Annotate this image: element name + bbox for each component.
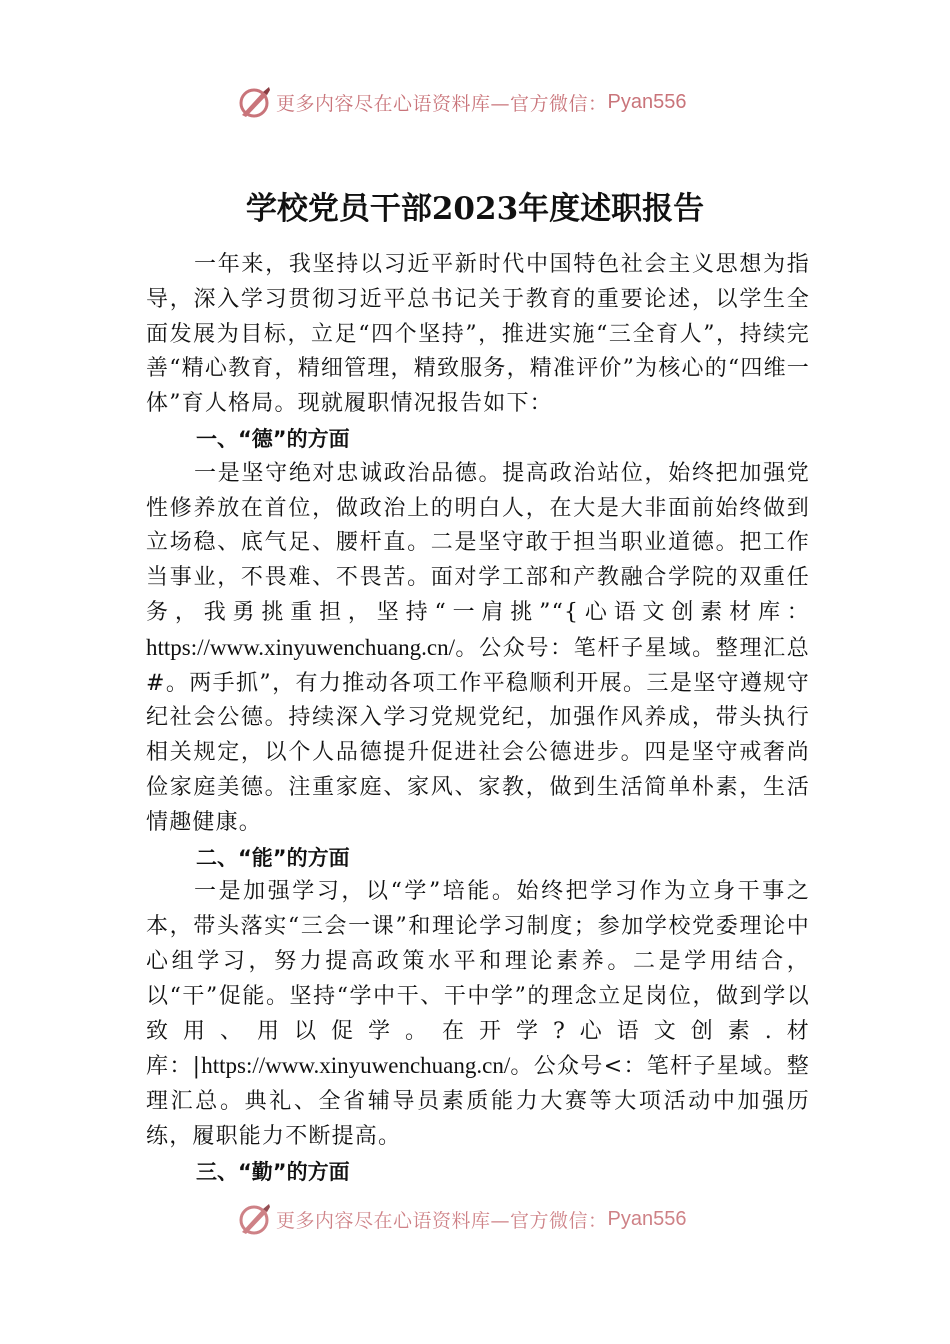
page-title: 学校党员干部2023年度述职报告	[245, 191, 705, 227]
pen-logo-icon	[236, 84, 272, 120]
virtue-paragraph	[146, 457, 810, 841]
ability-text-a: 一是加强学习，以“学”培能。始终把学习作为立身干事之本，带头落实“三会一课”和理论学习制度；参加学校党委理论中心组学习，努力提高政策水平和理论素养。二是学用结合，以“干”促能。坚持“学中干、干中学”的理念立足岗位，做到学以致用、用以促学。在开学?心语文创素.材库：|	[146, 879, 810, 1080]
section-heading-diligence: 三、“勤”的方面	[196, 1159, 350, 1184]
watermark-code: Pyan556	[607, 90, 687, 113]
watermark-text: 更多内容尽在心语资料库—官方微信：	[276, 92, 608, 115]
section-heading-virtue: 一、“德”的方面	[196, 426, 350, 451]
ability-text-b: 。公众号<：笔杆子星域。整理汇总。典礼、全省辅导员素质能力大赛等大项活动中加强历练，履职能力不断提高。	[146, 1054, 810, 1149]
ability-url: https://www.xinyuwenchuang.cn/	[201, 1053, 511, 1079]
watermark-text: 更多内容尽在心语资料库—官方微信：	[276, 1209, 608, 1232]
virtue-text-a: 一是坚守绝对忠诚政治品德。提高政治站位，始终把加强党性修养放在首位，做政治上的明白人，在大是大非面前始终做到立场稳、底气足、腰杆直。二是坚守敢于担当职业道德。把工作当事业，不畏难、不畏苦。面对学工部和产教融合学院的双重任务，我勇挑重担，坚持“一肩挑”“{心语文创素材库：	[146, 460, 810, 625]
watermark-code: Pyan556	[607, 1207, 687, 1230]
watermark-header	[236, 84, 686, 120]
pen-logo-icon	[236, 1203, 272, 1235]
watermark-footer	[236, 1203, 686, 1235]
section-heading-ability: 二、“能”的方面	[196, 845, 350, 870]
virtue-text-b: 。公众号：笔杆子星域。整理汇总#。两手抓”，有力推动各项工作平稳顺利开展。三是坚守遵规守纪社会公德。持续深入学习党规党纪，加强作风养成，带头执行相关规定，以个人品德提升促进社会公德进步。四是坚守戒奢尚俭家庭美德。注重家庭、家风、家教，做到生活简单朴素，生活情趣健康。	[146, 635, 810, 835]
intro-paragraph: 一年来，我坚持以习近平新时代中国特色社会主义思想为指导，深入学习贯彻习近平总书记关于教育的重要论述，以学生全面发展为目标，立足“四个坚持”，推进实施“三全育人”，持续完善“精心教育，精细管理，精致服务，精准评价”为核心的“四维一体”育人格局。现就履职情况报告如下：	[146, 252, 810, 417]
document-body	[146, 248, 810, 1190]
ability-paragraph	[146, 875, 810, 1154]
virtue-url: https://www.xinyuwenchuang.cn/	[146, 634, 455, 660]
